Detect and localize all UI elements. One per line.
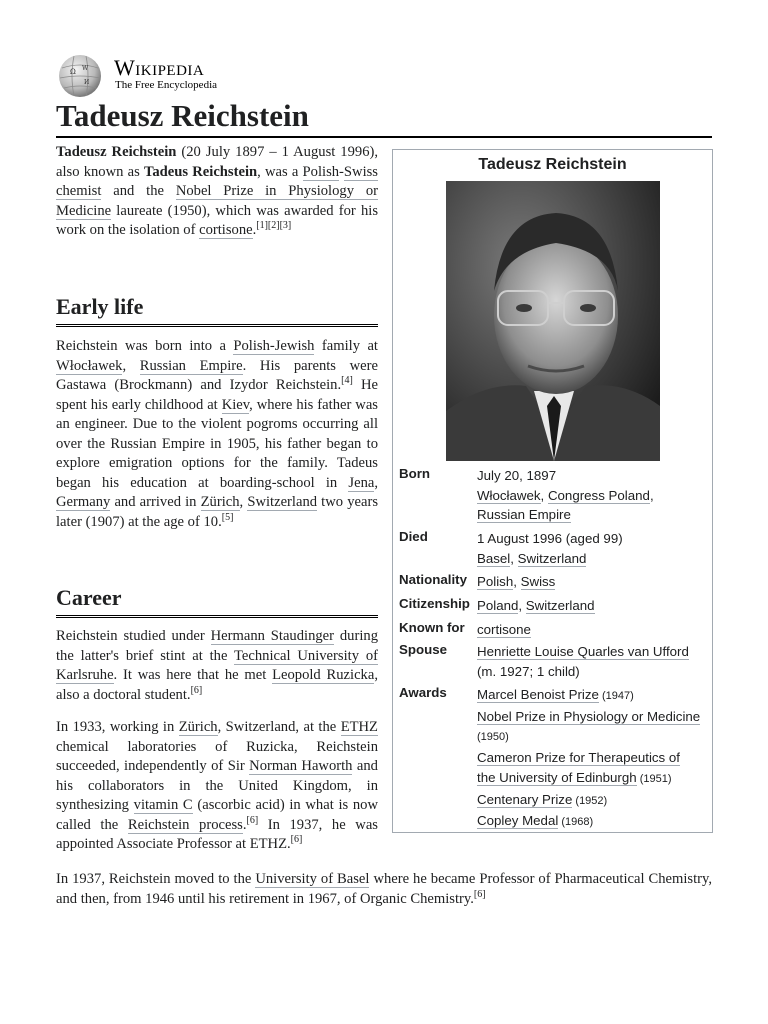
link-nobel-prize[interactable]: Nobel Prize in Physiology or Medicine — [477, 708, 701, 724]
link-russian-empire[interactable]: Russian Empire — [139, 357, 243, 374]
link-polish-jewish[interactable]: Polish-Jewish — [233, 338, 315, 354]
link-congress-poland[interactable]: Congress Poland — [547, 487, 650, 503]
puzzle-globe-icon — [56, 54, 104, 98]
link-wloclawek[interactable]: Włocławek — [477, 487, 541, 503]
infobox-value: July 20, 1897 Włocławek, Congress Poland, Russian Empire — [477, 468, 654, 523]
intro-paragraph: Tadeusz Reichstein (20 July 1897 – 1 August 1996), also known as Tadeus Reichstein, was a Polish-Swiss chemist and the Nobel Prize in Physiology or Medicine laureate (1950), which was awarded for his work on the isolation of cortisone.[1][2][3] — [56, 144, 378, 238]
svg-text:И: И — [84, 79, 90, 86]
infobox-label: Spouse — [399, 642, 448, 657]
link-switzerland[interactable]: Switzerland — [247, 494, 318, 510]
infobox-label: Born — [399, 466, 431, 481]
link-nobel-prize[interactable]: Nobel Prize in Physiology or Medicine — [56, 183, 378, 219]
link-wloclawek[interactable]: Włocławek — [56, 357, 123, 374]
link-switzerland[interactable]: Switzerland — [525, 598, 595, 613]
svg-text:Ω: Ω — [70, 68, 76, 76]
infobox-label: Citizenship — [399, 596, 470, 611]
infobox-title: Tadeusz Reichstein — [478, 156, 627, 173]
link-switzerland[interactable]: Switzerland — [517, 550, 587, 566]
reference-link[interactable]: [6] — [246, 814, 259, 826]
link-polish[interactable]: Polish — [302, 163, 340, 180]
tagline: The Free Encyclopedia — [115, 79, 218, 91]
link-norman-haworth[interactable]: Norman Haworth — [249, 758, 353, 774]
link-marcel-benoist-prize[interactable]: Marcel Benoist Prize — [477, 687, 599, 702]
infobox-value: 1 August 1996 (aged 99) Basel, Switzerland — [477, 531, 623, 566]
link-ethz[interactable]: ETHZ — [340, 719, 378, 735]
link-leopold-ruzicka[interactable]: Leopold Ruzicka — [272, 667, 375, 683]
wordmark: Wikipedia — [114, 55, 205, 80]
career-paragraphs: Reichstein studied under Hermann Staudinger during the latter's brief stint at the Technical University of Karlsruhe. It was here that he met Leopold Ruzicka, also a doctoral student.[6] In 1933, working in Zürich, Switzerland, at the ETHZ chemical laboratories of Ruzicka, Reichstein succeeded, independently of Sir Norman Haworth and his collaborators in the United Kingdom, in synthesizing vitamin C (ascorbic acid) in what is now called the Reichstein process.[6] In 1937, he was appointed Associate Professor at ETHZ.[6] — [56, 628, 378, 852]
link-copley-medal[interactable]: Copley Medal — [477, 813, 559, 829]
link-university-of-basel[interactable]: University of Basel — [255, 871, 370, 887]
link-kiev[interactable]: Kiev — [221, 396, 250, 413]
infobox-label: Nationality — [399, 572, 467, 587]
early-life-paragraph: Reichstein was born into a Polish-Jewish family at Włocławek, Russian Empire. His parents were Gastawa (Brockmann) and Izydor Reichstein.[4] He spent his early childhood at Kiev, where his father was an engineer. Due to the violent pogroms occurring all over the Russian Empire in 1905, his father began to explore emigration options for the family. Tadeus began his education at boarding-school in Jena, Germany and arrived in Zürich, Switzerland two years later (1907) at the age of 10.[5] — [56, 338, 379, 530]
link-cameron-prize[interactable]: Cameron Prize for Therapeutics of — [477, 750, 680, 766]
link-hermann-staudinger[interactable]: Hermann Staudinger — [210, 628, 335, 644]
link-russian-empire[interactable]: Russian Empire — [477, 507, 571, 523]
infobox — [392, 149, 713, 833]
link-poland[interactable]: Poland — [477, 598, 519, 613]
infobox-label: Known for — [399, 620, 465, 635]
reference-link[interactable]: [6] — [473, 888, 486, 900]
infobox-value: Henriette Louise Quarles van Ufford (m. 1927; 1 child) — [477, 644, 689, 679]
link-germany[interactable]: Germany — [56, 494, 111, 510]
link-polish[interactable]: Polish — [477, 574, 514, 589]
section-heading-career: Career — [56, 584, 378, 618]
link-cameron-prize-cont[interactable]: the University of Edinburgh — [477, 769, 637, 785]
career-paragraph-full-width: In 1937, Reichstein moved to the University of Basel where he became Professor of Pharmaceutical Chemistry, and then, from 1946 until his retirement in 1967, of Organic Chemistry.[6] — [56, 871, 712, 907]
infobox-value: Marcel Benoist Prize (1947) Nobel Prize in Physiology or Medicine (1950) Cameron Prize for Therapeutics of the University of Edinburgh (1951) Centenary Prize (1952) Copley Medal (1968) — [477, 687, 701, 829]
link-technical-university-karlsruhe[interactable]: Technical University of Karlsruhe — [56, 647, 378, 683]
infobox-value — [477, 620, 713, 640]
link-basel[interactable]: Basel — [477, 550, 511, 566]
reference-link[interactable]: [5] — [221, 511, 234, 523]
page-title: Tadeusz Reichstein — [56, 98, 712, 138]
link-reichstein-process[interactable]: Reichstein process — [127, 816, 243, 833]
infobox-label: Awards — [399, 685, 447, 700]
infobox-value: Poland, Switzerland — [477, 598, 595, 613]
link-jena[interactable]: Jena — [348, 474, 375, 491]
link-zurich[interactable]: Zürich — [200, 494, 240, 510]
section-heading-early-life: Early life — [56, 293, 378, 327]
link-chemist[interactable]: chemist — [56, 183, 102, 199]
svg-text:W: W — [82, 65, 89, 72]
spouse-name[interactable]: Henriette Louise Quarles van Ufford — [477, 644, 689, 659]
link-swiss[interactable]: Swiss — [343, 163, 378, 180]
reference-link[interactable]: [6] — [290, 834, 303, 846]
reference-link[interactable]: [4] — [341, 375, 353, 387]
link-vitamin-c[interactable]: vitamin C — [133, 797, 193, 813]
reference-link[interactable]: [6] — [190, 684, 203, 696]
portrait-photo[interactable] — [446, 181, 660, 461]
infobox-value: Polish, Swiss — [477, 574, 556, 589]
link-zurich[interactable]: Zürich — [178, 719, 218, 735]
reference-links[interactable]: [1][2][3] — [256, 220, 292, 232]
wikipedia-logo[interactable] — [56, 54, 256, 98]
link-cortisone[interactable]: cortisone — [477, 622, 531, 637]
link-cortisone[interactable]: cortisone — [199, 222, 253, 238]
link-centenary-prize[interactable]: Centenary Prize — [477, 791, 573, 807]
subject-name: Tadeusz Reichstein — [56, 144, 177, 160]
infobox-label: Died — [399, 529, 428, 544]
link-swiss[interactable]: Swiss — [520, 574, 556, 589]
